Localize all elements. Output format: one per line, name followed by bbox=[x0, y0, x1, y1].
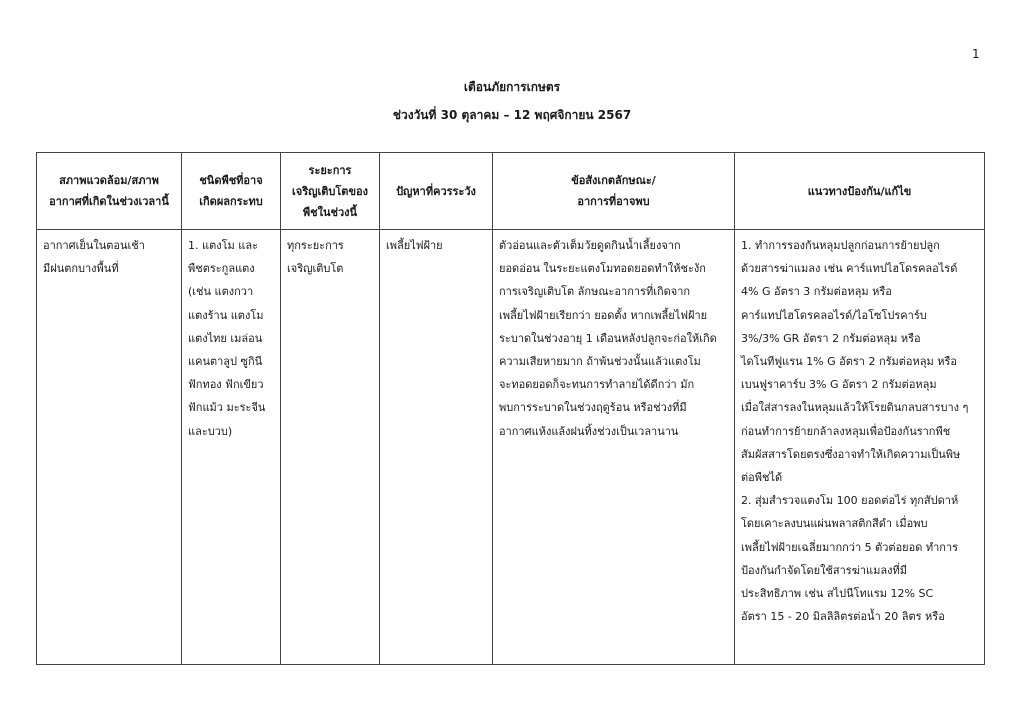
cell-text-line: ระบาดในช่วงอายุ 1 เดือนหลังปลูกจะก่อให้เกิด bbox=[499, 331, 717, 345]
document-title: เตือนภัยการเกษตร bbox=[463, 80, 561, 94]
cell-text-line: 4% G อัตรา 3 กรัมต่อหลุม หรือ bbox=[741, 285, 892, 299]
cell-text-line: 1. ทำการรองก้นหลุมปลูกก่อนการย้ายปลูก bbox=[741, 239, 940, 252]
cell-text-line: แตงร้าน แตงโม bbox=[188, 308, 264, 322]
header-environment bbox=[37, 153, 182, 230]
cell-text-line: สภาพแวดล้อม/สภาพ bbox=[59, 174, 159, 187]
cell-symptoms bbox=[493, 230, 735, 665]
cell-text-line: 1. แตงโม และ bbox=[188, 239, 258, 252]
cell-text-line: พืชตระกูลแตง bbox=[188, 262, 255, 276]
cell-text-line: แนวทางป้องกัน/แก้ไข bbox=[807, 184, 912, 198]
cell-crops bbox=[182, 230, 281, 665]
cell-text-line: จะทอดยอดก็จะทนการทำลายได้ดีกว่า มัก bbox=[499, 378, 695, 392]
advisory-table bbox=[36, 152, 985, 665]
cell-text-line: 2. สุ่มสำรวจแตงโม 100 ยอดต่อไร่ ทุกสัปดาห์ bbox=[741, 494, 959, 508]
cell-text-line: ฟักแม้ว มะระจีน bbox=[188, 401, 266, 415]
cell-text-line: ประสิทธิภาพ เช่น สไปนีโทแรม 12% SC bbox=[741, 587, 934, 601]
cell-text-line: ยอดอ่อน ในระยะแตงโมทอดยอดทำให้ชะงัก bbox=[499, 262, 706, 276]
cell-text-line: เจริญเติบโตของ bbox=[292, 184, 368, 198]
cell-text-line: แตงไทย เมล่อน bbox=[188, 331, 263, 345]
cell-text-line: อัตรา 15 - 20 มิลลิลิตรต่อน้ำ 20 ลิตร หรือ bbox=[741, 610, 945, 624]
cell-text-line: ต่อพืชได้ bbox=[741, 471, 783, 485]
header-growth-stage bbox=[281, 153, 380, 230]
cell-text-line: โดยเคาะลงบนแผ่นพลาสติกสีดำ เมื่อพบ bbox=[741, 517, 928, 531]
cell-text-line: เพลี้ยไฟฝ้าย bbox=[386, 239, 443, 252]
cell-text-line: พบการระบาดในช่วงฤดูร้อน หรือช่วงที่มี bbox=[499, 401, 687, 415]
cell-text-line: ความเสียหายมาก ถ้าพ้นช่วงนั้นแล้วแตงโม bbox=[499, 355, 701, 369]
cell-text-line: ทุกระยะการ bbox=[287, 239, 344, 252]
cell-text-line: เจริญเติบโต bbox=[287, 262, 344, 276]
cell-text-line: พืชในช่วงนี้ bbox=[302, 205, 358, 219]
cell-text-line: เกิดผลกระทบ bbox=[199, 195, 263, 208]
cell-growth-stage bbox=[281, 230, 380, 665]
cell-text-line: แคนตาลูป ซูกินี bbox=[188, 355, 263, 369]
cell-environment bbox=[37, 230, 182, 665]
cell-text-line: ด้วยสารฆ่าแมลง เช่น คาร์แทปไฮโดรคลอไรด์ bbox=[741, 262, 958, 276]
cell-text-line: 3%/3% GR อัตรา 2 กรัมต่อหลุม หรือ bbox=[741, 331, 921, 345]
cell-text-line: ปัญหาที่ควรระวัง bbox=[396, 184, 476, 198]
cell-text-line: มีฝนตกบางพื้นที่ bbox=[43, 262, 119, 276]
header-prevention bbox=[735, 153, 985, 230]
cell-problem bbox=[380, 230, 493, 665]
cell-text-line: ไดโนทีฟูแรน 1% G อัตรา 2 กรัมต่อหลุม หรือ bbox=[741, 355, 958, 369]
cell-text-line: เพลี้ยไฟฝ้ายเรียกว่า ยอดตั้ง หากเพลี้ยไฟฝ้าย bbox=[499, 308, 708, 322]
cell-text-line: การเจริญเติบโต ลักษณะอาการที่เกิดจาก bbox=[499, 285, 691, 299]
cell-text-line: อากาศเย็นในตอนเช้า bbox=[43, 239, 145, 252]
cell-text-line: อาการที่อาจพบ bbox=[577, 195, 650, 208]
header-symptoms bbox=[493, 153, 735, 230]
cell-text-line: ป้องกันกำจัดโดยใช้สารฆ่าแมลงที่มี bbox=[741, 563, 907, 577]
cell-text-line: ชนิดพืชที่อาจ bbox=[199, 174, 263, 187]
cell-text-line: เมื่อใส่สารลงในหลุมแล้วให้โรยดินกลบสารบาง ๆ bbox=[741, 401, 969, 415]
table-header-row bbox=[37, 153, 985, 230]
header-problem bbox=[380, 153, 493, 230]
cell-text-line: (เช่น แตงกวา bbox=[188, 285, 254, 299]
cell-text-line: ก่อนทำการย้ายกล้าลงหลุมเพื่อป้องกันรากพืช bbox=[741, 424, 951, 438]
cell-text-line: ฟักทอง ฟักเขียว bbox=[188, 378, 264, 392]
table-row bbox=[37, 230, 985, 665]
cell-text-line: และบวบ) bbox=[188, 424, 233, 438]
header-crops bbox=[182, 153, 281, 230]
cell-text-line: คาร์แทปไฮโดรคลอไรด์/ไอโซโปรคาร์บ bbox=[741, 308, 927, 322]
cell-text-line: เพลี้ยไฟฝ้ายเฉลี่ยมากกว่า 5 ตัวต่อยอด ทำการ bbox=[741, 540, 959, 554]
cell-text-line: ข้อสังเกตลักษณะ/ bbox=[571, 174, 656, 187]
cell-text-line: อากาศแห้งแล้งฝนทิ้งช่วงเป็นเวลานาน bbox=[499, 424, 679, 438]
cell-text-line: สัมผัสสารโดยตรงซึ่งอาจทำให้เกิดความเป็นพิษ bbox=[741, 447, 961, 461]
cell-text-line: ตัวอ่อนและตัวเต็มวัยดูดกินน้ำเลี้ยงจาก bbox=[499, 239, 681, 252]
page-number: 1 bbox=[972, 47, 980, 61]
cell-text-line: เบนฟูราคาร์บ 3% G อัตรา 2 กรัมต่อหลุม bbox=[741, 378, 937, 392]
cell-prevention bbox=[735, 230, 985, 665]
document-subtitle: ช่วงวันที่ 30 ตุลาคม – 12 พฤศจิกายน 2567 bbox=[392, 108, 632, 122]
cell-text-line: อากาศที่เกิดในช่วงเวลานี้ bbox=[49, 195, 169, 208]
cell-text-line: ระยะการ bbox=[308, 163, 352, 177]
